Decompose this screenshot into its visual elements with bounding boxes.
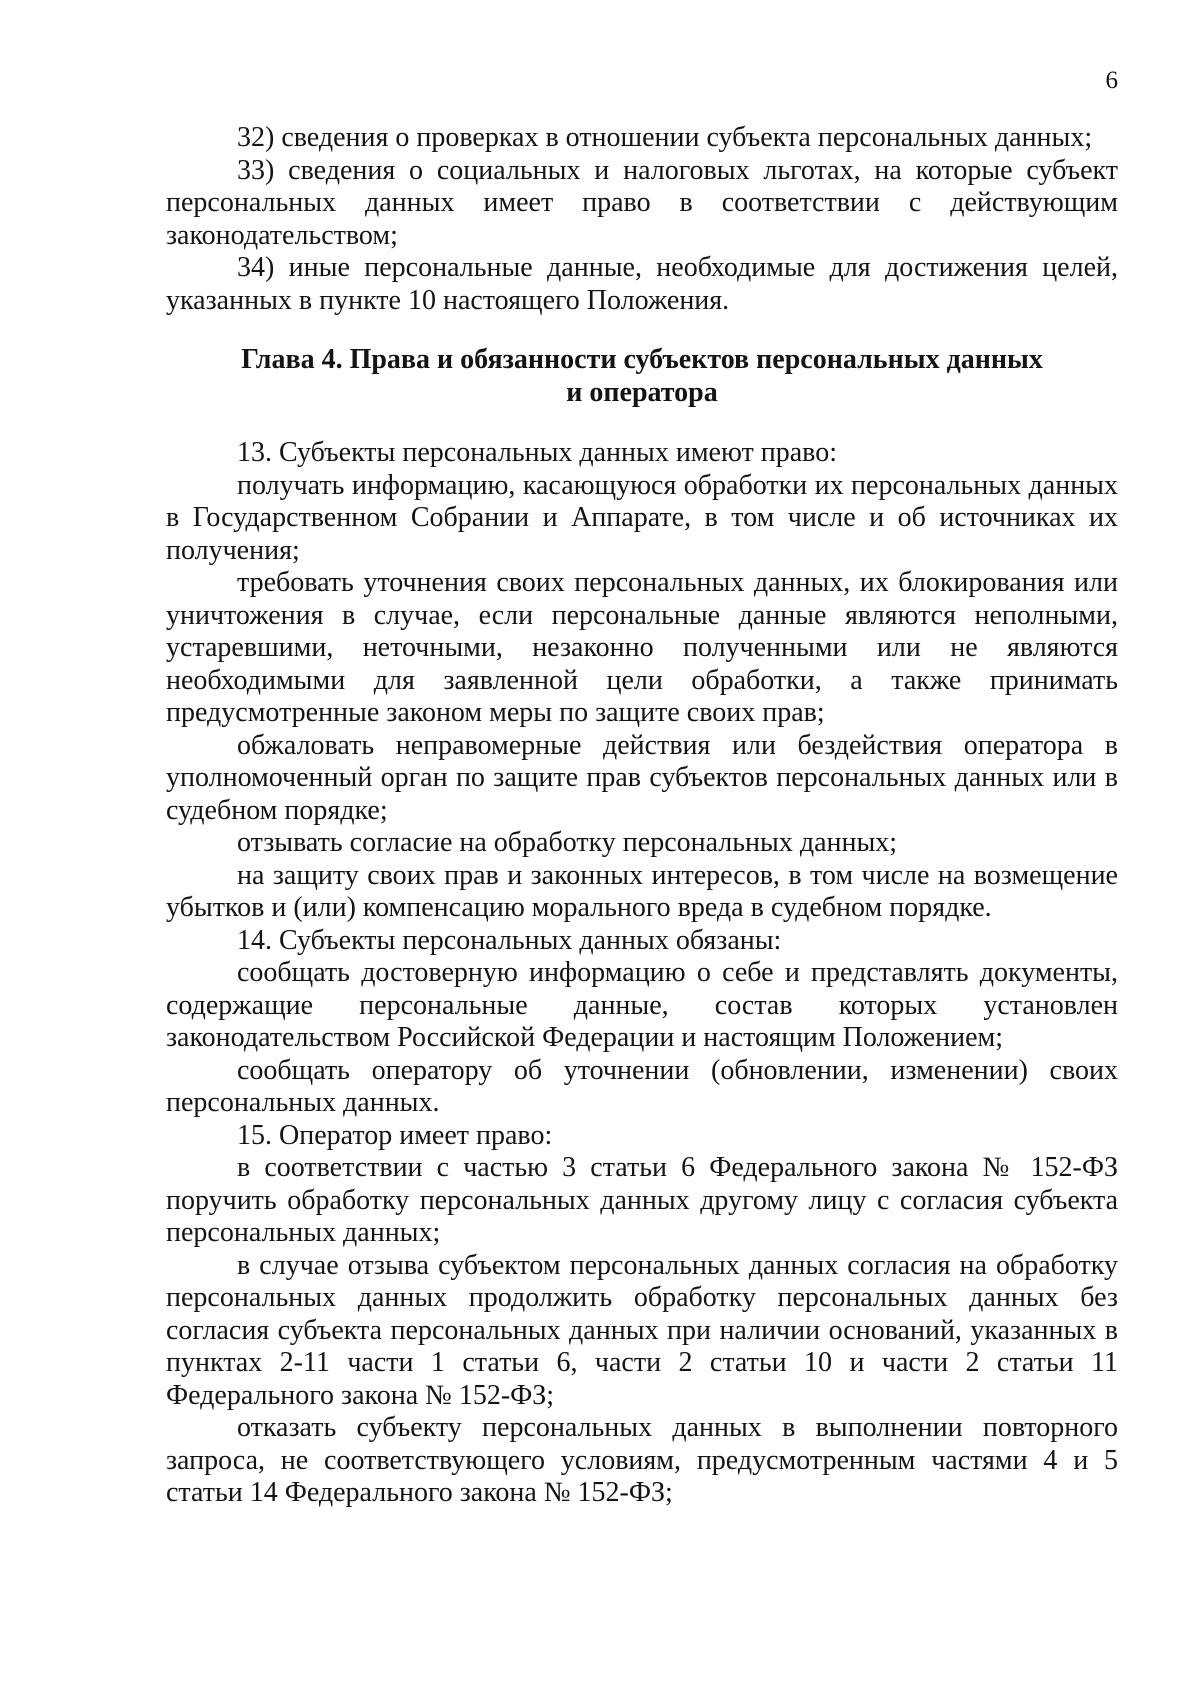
section-13-right-5: на защиту своих прав и законных интересов, в том числе на возмещение убытков и (или) компенсацию морального вреда в судебном порядке. [166,859,1118,923]
list-item-32: 32) сведения о проверках в отношении субъекта персональных данных; [237,122,1093,153]
section-14-duty-2: сообщать оператору об уточнении (обновлении, изменении) своих персональных данных. [166,1054,1118,1118]
page-number: 6 [1105,67,1118,94]
section-13-right-3: обжаловать неправомерные действия или бездействия оператора в уполномоченный орган по защите прав субъектов персональных данных или в судебном порядке; [166,729,1118,826]
chapter-title-line-2: и оператора [566,377,718,408]
section-13-intro: 13. Субъекты персональных данных имеют право: [237,437,837,468]
section-15-right-2: в случае отзыва субъектом персональных данных согласия на обработку персональных данных продолжить обработку персональных данных без согласия субъекта персональных данных при наличии оснований, указанных в пунктах 2-11 части 1 статьи 6, части 2 статьи 10 и части 2 статьи 11 Федерального закона № 152-ФЗ; [166,1249,1118,1411]
section-14-duty-1: сообщать достоверную информацию о себе и представлять документы, содержащие персональные данные, состав которых установлен законодательством Российской Федерации и настоящим Положением; [166,957,1118,1053]
section-13-right-2: требовать уточнения своих персональных данных, их блокирования или уничтожения в случае, если персональные данные являются неполными, устаревшими, неточными, незаконно полученными или не являются необходимыми для заявленной цели обработки, а также принимать предусмотренные законом меры по защите своих прав; [166,567,1118,728]
section-15-right-1: в соответствии с частью 3 статьи 6 Федерального закона № 152-ФЗ поручить обработку персональных данных другому лицу с согласия субъекта персональных данных; [166,1152,1118,1248]
document-body [166,122,1118,1510]
section-13-right-4: отзывать согласие на обработку персональных данных; [237,827,898,858]
chapter-heading [166,343,1118,409]
section-14-intro: 14. Субъекты персональных данных обязаны: [237,924,782,956]
section-15-right-3: отказать субъекту персональных данных в выполнении повторного запроса, не соответствующего условиям, предусмотренным частями 4 и 5 статьи 14 Федерального закона № 152-ФЗ; [166,1412,1118,1508]
section-13-right-1: получать информацию, касающуюся обработки их персональных данных в Государственном Собрании и Аппарате, в том числе и об источниках их получения; [166,469,1118,566]
chapter-title-line-1: Глава 4. Права и обязанности субъектов персональных данных [241,344,1043,375]
list-item-34: 34) иные персональные данные, необходимые для достижения целей, указанных в пункте 10 настоящего Положения. [166,252,1118,316]
list-item-33: 33) сведения о социальных и налоговых льготах, на которые субъект персональных данных имеет право в соответствии с действующим законодательством; [166,154,1118,251]
section-15-intro: 15. Оператор имеет право: [237,1119,553,1151]
